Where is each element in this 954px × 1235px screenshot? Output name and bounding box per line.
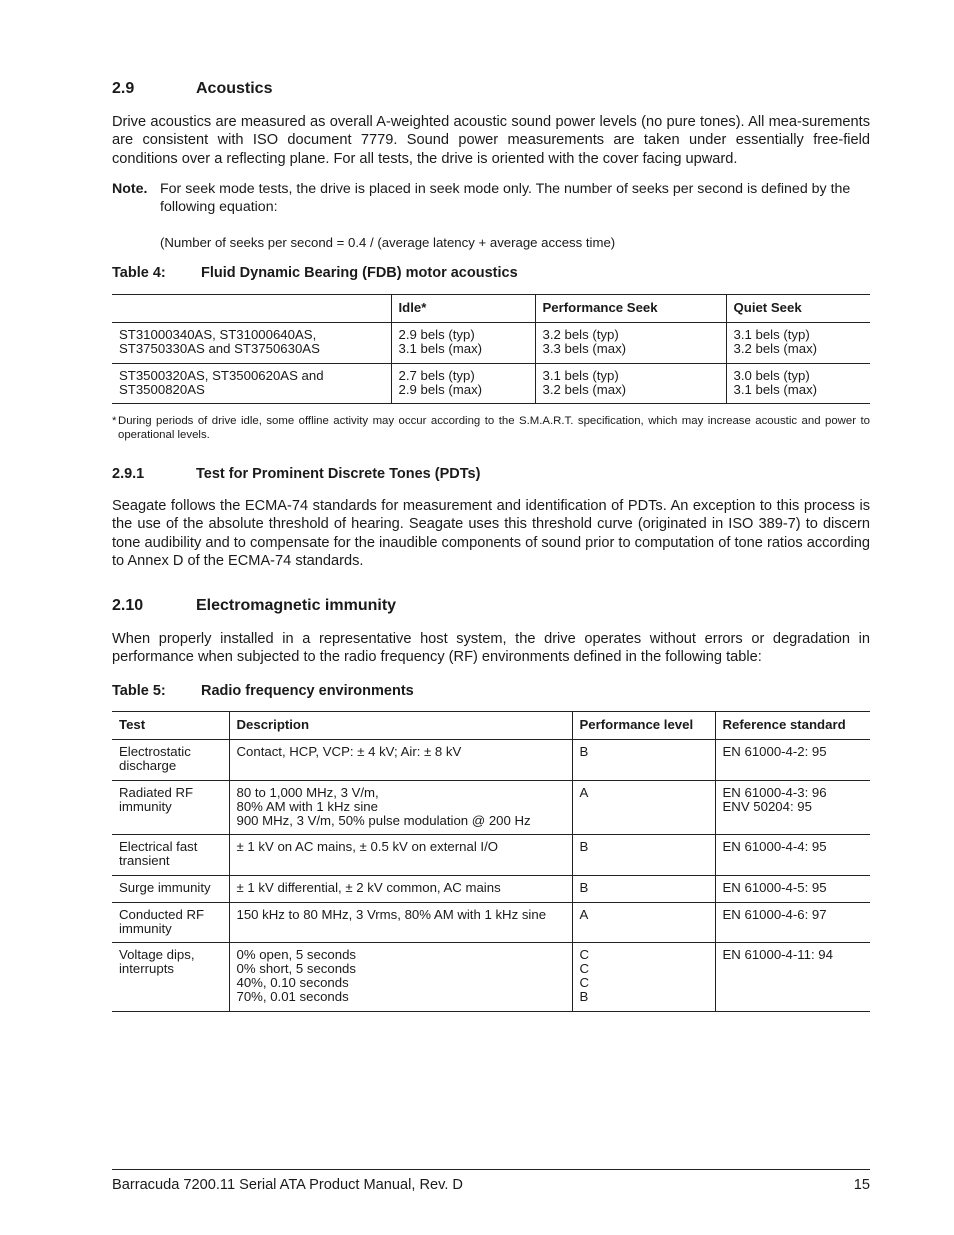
table4-footnote: During periods of drive idle, some offline activity may occur according to the S.M.A.R.T. specification, which may increase acoustic and power to operational levels.	[118, 415, 870, 441]
table-row	[112, 943, 870, 1012]
table-row	[112, 364, 870, 404]
table-cell: B	[572, 835, 715, 876]
table-cell: EN 61000-4-2: 95	[715, 740, 870, 781]
acoustics-table	[112, 294, 870, 404]
table-header-cell	[112, 295, 391, 323]
note-label: Note.	[112, 181, 148, 197]
table-row	[112, 903, 870, 943]
pdts-paragraph: Seagate follows the ECMA-74 standards for measurement and identification of PDTs. An exception to this process is the use of the absolute threshold of hearing. Seagate uses this threshold curve (originated in ISO 389-7) to discern tone audibility and to compensate for the inaudible components of sound prior to computation of tone ratios according to Annex D of the ECMA-74 standards.	[112, 498, 870, 570]
section-heading-pdts	[112, 466, 480, 482]
table-cell: Surge immunity	[112, 876, 229, 903]
table-row	[112, 323, 870, 364]
table-cell: 3.1 bels (typ) 3.2 bels (max)	[535, 364, 726, 404]
table-header-cell: Reference standard	[715, 712, 870, 740]
section-number: 2.10	[112, 597, 144, 614]
rf-environments-table	[112, 711, 870, 1012]
table-cell: ± 1 kV on AC mains, ± 0.5 kV on external I/O	[229, 835, 572, 876]
table-cell: Conducted RF immunity	[112, 903, 229, 943]
table-cell: EN 61000-4-3: 96 ENV 50204: 95	[715, 781, 870, 835]
table-cell: C C C B	[572, 943, 715, 1012]
table-cell: 2.9 bels (typ) 3.1 bels (max)	[391, 323, 535, 364]
footnote-mark: *	[112, 415, 117, 427]
note-text: For seek mode tests, the drive is placed in seek mode only. The number of seeks per second is defined by the following equation:	[160, 181, 851, 216]
table-cell: 3.2 bels (typ) 3.3 bels (max)	[535, 323, 726, 364]
table-cell: 3.0 bels (typ) 3.1 bels (max)	[726, 364, 870, 404]
table-cell: A	[572, 781, 715, 835]
table-cell: Electrostatic discharge	[112, 740, 229, 781]
section-title: Electromagnetic immunity	[196, 597, 397, 614]
table-cell: 80 to 1,000 MHz, 3 V/m, 80% AM with 1 kHz sine 900 MHz, 3 V/m, 50% pulse modulation @ 200 Hz	[229, 781, 572, 835]
table-cell: Radiated RF immunity	[112, 781, 229, 835]
table-header-cell: Quiet Seek	[726, 295, 870, 323]
table-cell: EN 61000-4-4: 95	[715, 835, 870, 876]
table-cell: B	[572, 740, 715, 781]
table-header-cell: Performance Seek	[535, 295, 726, 323]
immunity-paragraph: When properly installed in a representative host system, the drive operates without errors or degradation in performance when subjected to the radio frequency (RF) environments defined in the following table:	[112, 631, 870, 666]
table-cell: ST3500320AS, ST3500620AS and ST3500820AS	[112, 364, 391, 404]
table-cell: A	[572, 903, 715, 943]
table-header-cell: Description	[229, 712, 572, 740]
table-cell: 0% open, 5 seconds 0% short, 5 seconds 40%, 0.10 seconds 70%, 0.01 seconds	[229, 943, 572, 1012]
table-header-cell: Idle*	[391, 295, 535, 323]
table-header-row	[112, 295, 870, 323]
table-cell: Electrical fast transient	[112, 835, 229, 876]
table-row	[112, 740, 870, 781]
page-number: 15	[853, 1177, 870, 1193]
footer-title: Barracuda 7200.11 Serial ATA Product Manual, Rev. D	[112, 1177, 463, 1193]
section-number: 2.9	[112, 80, 135, 97]
table4-caption-number: Table 4:	[112, 265, 166, 281]
seek-equation: (Number of seeks per second = 0.4 / (average latency + average access time)	[160, 235, 616, 250]
table-cell: EN 61000-4-5: 95	[715, 876, 870, 903]
table-cell: 2.7 bels (typ) 2.9 bels (max)	[391, 364, 535, 404]
section-number: 2.9.1	[112, 466, 145, 482]
table-cell: B	[572, 876, 715, 903]
table-cell: EN 61000-4-11: 94	[715, 943, 870, 1012]
table4-caption	[112, 265, 518, 281]
section-title: Test for Prominent Discrete Tones (PDTs)	[196, 466, 481, 482]
acoustics-paragraph: Drive acoustics are measured as overall A-weighted acoustic sound power levels (no pure tones). All mea-surements are consistent with ISO document 7779. Sound power measurements are taken under essentially free-field conditions over a reflecting plane. For all tests, the drive is oriented with the cover facing upward.	[112, 114, 870, 167]
table5-caption	[112, 683, 414, 699]
section-title: Acoustics	[196, 80, 273, 97]
table-cell: ST31000340AS, ST31000640AS, ST3750330AS and ST3750630AS	[112, 323, 391, 364]
table-cell: Contact, HCP, VCP: ± 4 kV; Air: ± 8 kV	[229, 740, 572, 781]
table-row	[112, 835, 870, 876]
footer-divider	[112, 1169, 870, 1170]
table4-caption-title: Fluid Dynamic Bearing (FDB) motor acoustics	[201, 265, 518, 281]
section-heading-acoustics	[112, 80, 272, 98]
table-row	[112, 876, 870, 903]
table-cell: 150 kHz to 80 MHz, 3 Vrms, 80% AM with 1 kHz sine	[229, 903, 572, 943]
table-header-cell: Test	[119, 717, 146, 732]
table-cell: Voltage dips, interrupts	[112, 943, 229, 1012]
section-heading-electromagnetic-immunity	[112, 597, 396, 615]
table-header-cell: Performance level	[572, 712, 715, 740]
table5-caption-number: Table 5:	[112, 683, 166, 699]
table-cell: ± 1 kV differential, ± 2 kV common, AC mains	[229, 876, 572, 903]
table-cell: 3.1 bels (typ) 3.2 bels (max)	[726, 323, 870, 364]
table-cell: EN 61000-4-6: 97	[715, 903, 870, 943]
table5-caption-title: Radio frequency environments	[201, 683, 414, 699]
table-row	[112, 781, 870, 835]
table-header-row	[112, 712, 870, 740]
